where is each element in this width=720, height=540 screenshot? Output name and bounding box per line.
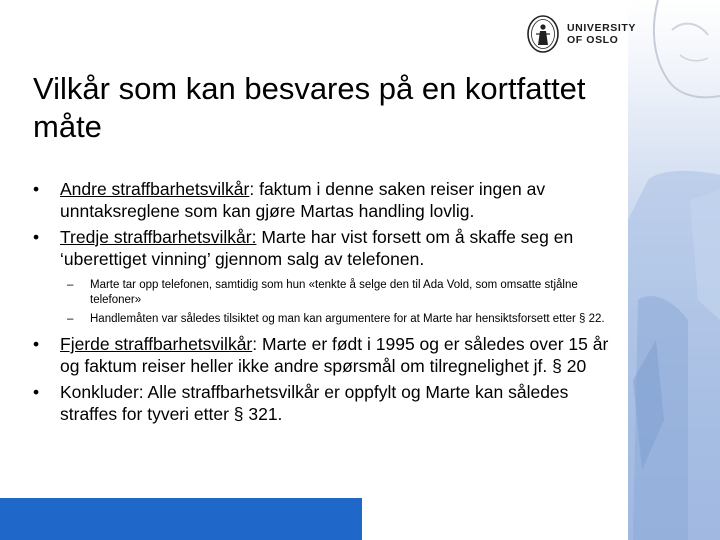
bullet-list [30, 178, 625, 425]
bullet-item [30, 333, 625, 377]
bullet-body: Marte har vist forsett om å skaffe seg en ‘uberettiget vinning’ gjennom salg av telefonen. [60, 227, 574, 269]
logo-line-1: UNIVERSITY [567, 22, 637, 34]
sub-bullet-item [67, 312, 607, 327]
sub-bullet-item [67, 278, 607, 308]
sub-bullet-marker: – [67, 313, 74, 325]
bullet-text [60, 226, 625, 270]
statue-image [628, 0, 720, 540]
bullet-heading: Tredje straffbarhetsvilkår: [60, 227, 257, 247]
bullet-text [60, 333, 625, 377]
bullet-body: : faktum i denne saken reiser ingen av unntaksreglene som kan gjøre Martas handling lovlig. [60, 179, 546, 221]
bullet-heading: Andre straffbarhetsvilkår [60, 179, 250, 199]
statue-decoration [628, 0, 720, 540]
university-seal-icon [527, 15, 559, 53]
sub-bullet-text: Marte tar opp telefonen, samtidig som hun «tenkte å selge den til Ada Vold, som omsatte stjålne telefoner» [90, 279, 578, 306]
bullet-item [30, 381, 625, 425]
bullet-text [60, 178, 625, 222]
bullet-item [30, 178, 625, 222]
bullet-marker: • [33, 227, 40, 247]
footer-bar [0, 498, 362, 540]
sub-bullet-text: Handlemåten var således tilsiktet og man kan argumentere for at Marte har hensiktsforsett etter § 22. [90, 313, 605, 325]
bullet-item [30, 226, 625, 270]
bullet-marker: • [33, 382, 40, 402]
university-logo [527, 14, 636, 54]
logo-line-2: OF OSLO [567, 34, 619, 46]
bullet-text: Konkluder: Alle straffbarhetsvilkår er oppfylt og Marte kan således straffes for tyveri etter § 321. [60, 382, 569, 424]
sub-bullet-marker: – [67, 279, 74, 291]
slide-title: Vilkår som kan besvares på en kortfattet måte [33, 71, 586, 144]
bullet-heading: Fjerde straffbarhetsvilkår [60, 334, 253, 354]
sub-bullet-list [67, 278, 607, 327]
bullet-body: : Marte er født i 1995 og er således over 15 år og faktum reiser heller ikke andre spørsmål om tilregnelighet jf. § 20 [60, 334, 609, 376]
bullet-marker: • [33, 334, 40, 354]
bullet-marker: • [33, 179, 40, 199]
